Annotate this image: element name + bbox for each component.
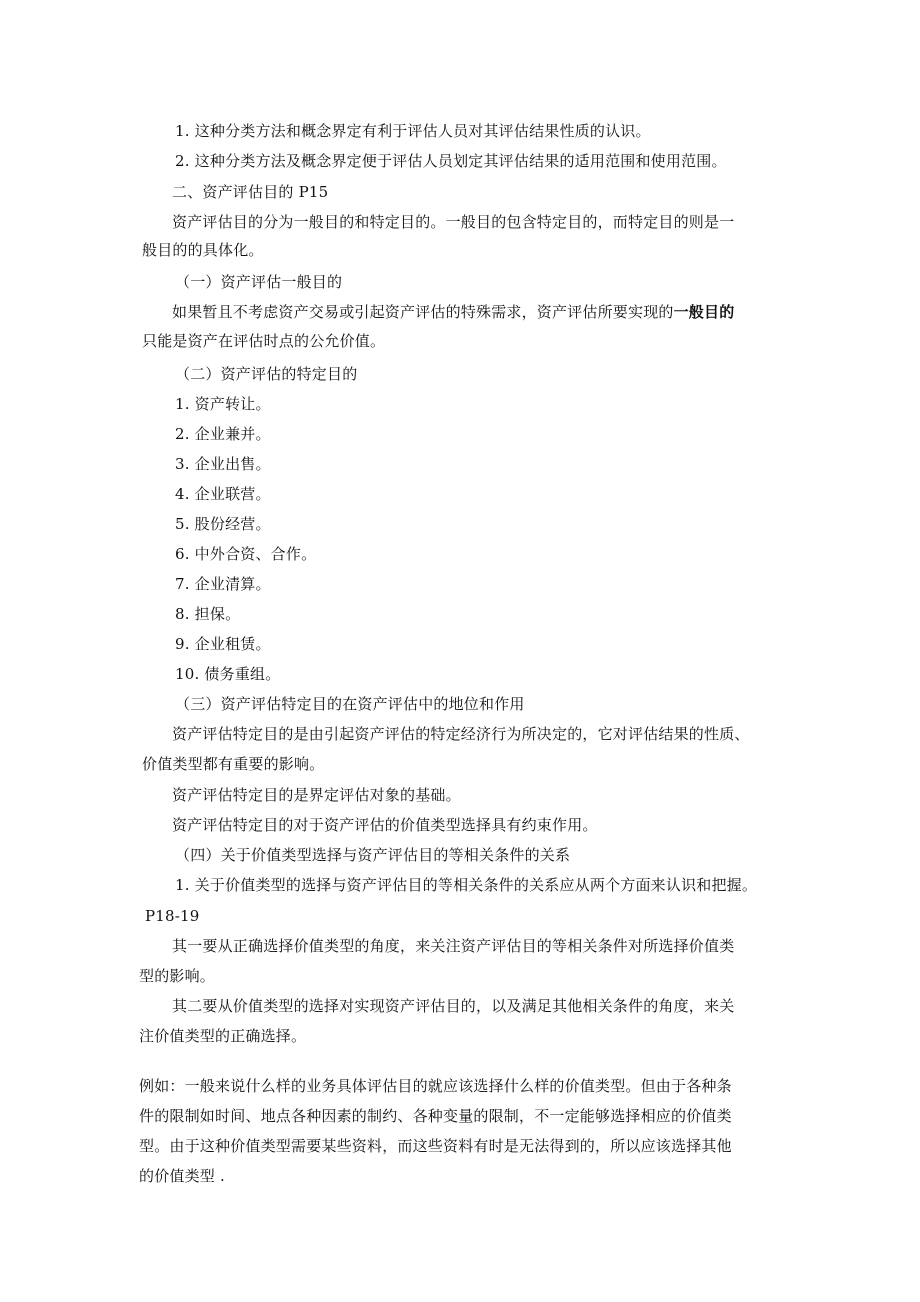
text-line xyxy=(172,302,734,322)
text-line: 注价值类型的正确选择。 xyxy=(139,1027,307,1045)
text-line: 价值类型都有重要的影响。 xyxy=(142,755,325,773)
text-line: 型的影响。 xyxy=(139,967,216,985)
list-item: 4. 企业联营。 xyxy=(175,485,271,503)
list-item: 5. 股份经营。 xyxy=(175,515,271,533)
text-line: 1. 关于价值类型的选择与资产评估目的等相关条件的关系应从两个方面来认识和把握。 xyxy=(175,876,758,894)
text-line: 1. 这种分类方法和概念界定有利于评估人员对其评估结果性质的认识。 xyxy=(175,122,651,140)
text-line: 资产评估特定目的是由引起资产评估的特定经济行为所决定的，它对评估结果的性质、 xyxy=(172,725,750,743)
text-span: 如果暂且不考虑资产交易或引起资产评估的特殊需求，资产评估所要实现的 xyxy=(172,303,674,321)
text-line: 只能是资产在评估时点的公允价值。 xyxy=(142,332,386,350)
list-item: 6. 中外合资、合作。 xyxy=(175,545,317,563)
list-item: 1. 资产转让。 xyxy=(175,395,271,413)
text-line: 般目的的具体化。 xyxy=(142,241,264,259)
section-heading: 二、资产评估目的 P15 xyxy=(172,183,329,201)
text-line: 2. 这种分类方法及概念界定便于评估人员划定其评估结果的适用范围和使用范围。 xyxy=(175,152,727,170)
subsection-heading: （一）资产评估一般目的 xyxy=(175,273,343,291)
list-item: 2. 企业兼并。 xyxy=(175,425,271,443)
example-paragraph-line: 的价值类型 . xyxy=(139,1167,225,1185)
text-line: 其二要从价值类型的选择对实现资产评估目的，以及满足其他相关条件的角度，来关 xyxy=(172,997,735,1015)
text-line: 其一要从正确选择价值类型的角度，来关注资产评估目的等相关条件对所选择价值类 xyxy=(172,937,735,955)
page-reference: P18-19 xyxy=(145,907,200,925)
example-paragraph-line: 型。由于这种价值类型需要某些资料，而这些资料有时是无法得到的，所以应该选择其他 xyxy=(139,1137,732,1155)
subsection-heading: （二）资产评估的特定目的 xyxy=(175,365,358,383)
example-paragraph-line: 件的限制如时间、地点各种因素的制约、各种变量的限制，不一定能够选择相应的价值类 xyxy=(139,1107,732,1125)
subsection-heading: （四）关于价值类型选择与资产评估目的等相关条件的关系 xyxy=(175,846,571,864)
text-line: 资产评估目的分为一般目的和特定目的。一般目的包含特定目的，而特定目的则是一 xyxy=(172,213,735,231)
list-item: 9. 企业租赁。 xyxy=(175,635,271,653)
text-line: 资产评估特定目的是界定评估对象的基础。 xyxy=(172,786,461,804)
example-paragraph-line: 例如：一般来说什么样的业务具体评估目的就应该选择什么样的价值类型。但由于各种条 xyxy=(139,1077,732,1095)
list-item: 3. 企业出售。 xyxy=(175,455,271,473)
text-line: 资产评估特定目的对于资产评估的价值类型选择具有约束作用。 xyxy=(172,816,598,834)
bold-term: 一般目的 xyxy=(673,303,735,321)
list-item: 8. 担保。 xyxy=(175,605,241,623)
subsection-heading: （三）资产评估特定目的在资产评估中的地位和作用 xyxy=(175,695,525,713)
list-item: 7. 企业清算。 xyxy=(175,575,271,593)
list-item: 10. 债务重组。 xyxy=(175,665,281,683)
